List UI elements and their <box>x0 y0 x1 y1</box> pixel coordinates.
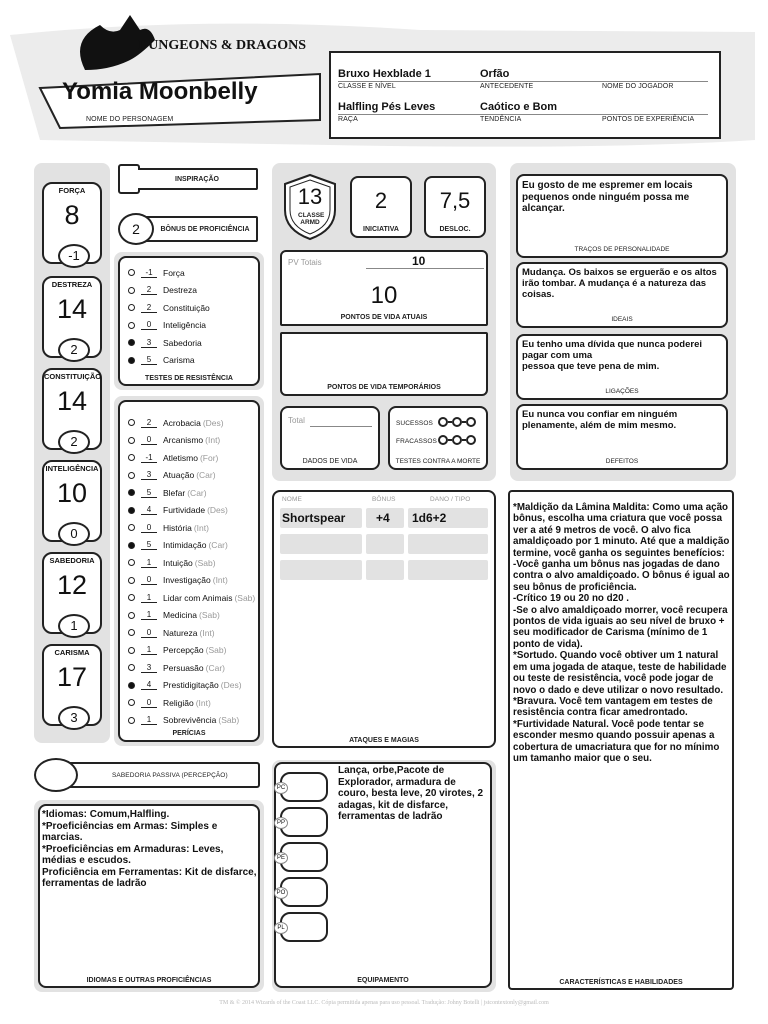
skill-name: Atletismo <box>163 452 198 463</box>
attack-row-name[interactable] <box>280 560 362 580</box>
ability-name: INTELIGÊNCIA <box>45 464 99 473</box>
proficiency-dot-icon[interactable] <box>128 489 135 496</box>
proficiency-dot-icon[interactable] <box>128 437 135 444</box>
feature-line: *Furtividade Natural. Você pode tentar se esconder mesmo quando possuir apenas a cobertura de umacriatura que for no mínimo um tamanho maior que o seu. <box>513 718 720 764</box>
inspiration-box[interactable] <box>118 164 140 194</box>
character-name-label: NOME DO PERSONAGEM <box>86 116 174 123</box>
save-value: 3 <box>141 338 157 348</box>
coin-label: PC <box>274 782 288 794</box>
feature-line: -Você ganha um bônus nas jogadas de dano contra o alvo amaldiçoado. O bônus é igual ao seu bônus de proficiência. <box>513 559 730 593</box>
attack-row-bonus[interactable] <box>366 560 404 580</box>
skill-attribute: (Car) <box>208 540 228 550</box>
save-name: Constituição <box>163 302 210 313</box>
skill-row[interactable] <box>128 467 216 484</box>
proficiency-line: *Idiomas: Comum,Halfling. <box>42 809 170 820</box>
proficiency-dot-icon[interactable] <box>128 287 135 294</box>
save-value: 2 <box>141 303 157 313</box>
speed-box[interactable] <box>424 176 486 238</box>
skill-name: Arcanismo <box>163 435 204 445</box>
coin-slot[interactable] <box>276 877 328 907</box>
skill-attribute: (Car) <box>196 470 216 480</box>
skill-row[interactable] <box>128 449 218 466</box>
proficiency-dot-icon[interactable] <box>128 322 135 329</box>
ability-name: CARISMA <box>54 648 90 657</box>
ability-modifier[interactable]: 2 <box>58 430 90 454</box>
background[interactable]: Orfão <box>480 68 510 80</box>
skill-name: Persuasão <box>163 662 204 673</box>
save-name: Carisma <box>163 355 195 365</box>
skill-name: Investigação <box>163 575 211 585</box>
skill-name: Sobrevivência <box>163 715 217 725</box>
skill-attribute: (Car) <box>187 487 207 498</box>
skill-value: 4 <box>141 680 157 690</box>
header-banner <box>0 0 768 150</box>
skill-attribute: (Int) <box>205 435 221 445</box>
skill-row[interactable] <box>128 502 228 519</box>
save-value: 0 <box>141 320 157 330</box>
attack-row-bonus[interactable] <box>366 534 404 554</box>
proficiency-line: *Proeficiências em Armaduras: Leves, médias e escudos. <box>42 843 224 866</box>
proficiency-dot-icon[interactable] <box>128 524 135 531</box>
traits-label: TRAÇOS DE PERSONALIDADE <box>574 246 670 253</box>
skill-value: 5 <box>141 488 157 498</box>
bonds-label: LIGAÇÕES <box>605 388 639 395</box>
skill-attribute: (For) <box>199 452 219 463</box>
background-label: ANTECEDENTE <box>480 83 534 90</box>
proficiency-line: *Proeficiências em Armas: Simples e marcias. <box>42 820 218 843</box>
class-level-label: CLASSE E NÍVEL <box>338 83 396 90</box>
skill-row[interactable] <box>128 589 255 606</box>
flaws-label: DEFEITOS <box>605 458 639 465</box>
save-value: -1 <box>141 268 157 278</box>
proficiency-dot-icon[interactable] <box>128 629 135 636</box>
skill-attribute: (Int) <box>212 575 228 585</box>
skill-value: 0 <box>141 575 157 585</box>
skill-name: Religião <box>163 697 194 708</box>
proficiency-dot-icon[interactable] <box>128 647 135 654</box>
skill-row[interactable] <box>128 554 216 571</box>
ability-score[interactable]: 17 <box>56 662 88 692</box>
skill-name: Furtividade <box>163 505 206 515</box>
skill-attribute: (Int) <box>195 697 211 708</box>
proficiency-bonus[interactable]: 2 <box>118 213 154 245</box>
ac-label: CLASSE ARMD <box>298 212 325 226</box>
save-row[interactable] <box>128 317 206 334</box>
proficiency-dot-icon[interactable] <box>128 304 135 311</box>
attack-row-name[interactable] <box>280 534 362 554</box>
hp-current-value: 10 <box>370 282 398 309</box>
equipment-text[interactable]: Lança, orbe,Pacote de Explorador, armadura de couro, besta leve, 20 virotes, 2 adagas, kit de disfarce, ferramentas de ladrão <box>338 765 484 822</box>
save-row[interactable] <box>128 352 195 369</box>
skill-row[interactable] <box>128 624 215 641</box>
ac-value: 13 <box>297 184 323 209</box>
ability-modifier[interactable]: 3 <box>58 706 90 730</box>
skill-row[interactable] <box>128 484 207 501</box>
footer-copyright: TM & © 2014 Wizards of the Coast LLC. Cópia permitida apenas para uso pessoal. Tradução: Johny Botelli | jstcontextonly@gmail.com <box>219 1000 549 1006</box>
skill-value: 3 <box>141 663 157 673</box>
feature-line: *Bravura. Você tem vantagem em testes de resistência contra ficar amedrontado. <box>513 695 713 719</box>
skill-name: História <box>163 522 192 533</box>
skill-row[interactable] <box>128 432 220 449</box>
feature-line: -Crítico 19 ou 20 no d20 . <box>513 593 629 605</box>
skill-value: 0 <box>141 523 157 533</box>
proficiency-dot-icon[interactable] <box>128 612 135 619</box>
ability-name: DESTREZA <box>51 280 93 289</box>
features-title: CARACTERÍSTICAS E HABILIDADES <box>559 979 683 986</box>
skill-attribute: (Des) <box>207 505 228 515</box>
skill-name: Percepção <box>163 645 204 655</box>
failures-label: FRACASSOS <box>396 438 437 445</box>
skill-attribute: (Sab) <box>234 592 256 603</box>
skill-value: 0 <box>141 628 157 638</box>
skill-name: Prestidigitação <box>163 680 219 690</box>
attack-row-damage[interactable] <box>408 560 488 580</box>
skill-value: 1 <box>141 715 157 725</box>
save-name: Sabedoria <box>163 337 202 348</box>
skill-value: -1 <box>141 453 157 463</box>
skill-value: 3 <box>141 470 157 480</box>
proficiency-dot-icon[interactable] <box>128 507 135 514</box>
skill-value: 1 <box>141 558 157 568</box>
features-box <box>508 490 734 990</box>
ability-4 <box>42 552 102 634</box>
feature-line: *Sortudo. Quando você obtiver um 1 natural em uma jogada de ataque, teste de habilidade ou teste de resistência, você pode jogar de novo o dado e deve utilizar o novo resultado. <box>513 650 727 696</box>
skill-name: Atuação <box>163 470 195 480</box>
skill-row[interactable] <box>128 537 228 554</box>
alignment[interactable]: Caótico e Bom <box>480 101 558 113</box>
inspiration-banner: INSPIRAÇÃO <box>138 168 258 190</box>
passive-wisdom-value[interactable] <box>34 758 78 792</box>
save-name: Destreza <box>163 285 198 295</box>
proficiency-dot-icon[interactable] <box>128 559 135 566</box>
bonds-box[interactable]: Eu tenho uma dívida que nunca poderei pagar com uma pessoa que teve pena de mim. LIGAÇÕES <box>516 334 728 400</box>
coin-label: PL <box>274 922 288 934</box>
proficiency-banner: BÔNUS DE PROFICIÊNCIA <box>138 216 258 242</box>
coin-slot[interactable] <box>277 912 328 942</box>
skills-title: PERÍCIAS <box>172 730 206 737</box>
attack-name: Shortspear <box>282 511 346 525</box>
skill-value: 1 <box>141 593 157 603</box>
skill-attribute: (Int) <box>199 627 215 638</box>
skill-attribute: (Sab) <box>194 557 216 568</box>
successes-label: SUCESSOS <box>396 420 433 427</box>
attacks-title: ATAQUES E MAGIAS <box>349 737 419 744</box>
skill-name: Natureza <box>163 627 198 638</box>
logo-text: DUNGEONS & DRAGONS <box>138 38 307 53</box>
skill-attribute: (Des) <box>202 417 224 428</box>
skill-name: Intimidação <box>163 540 207 550</box>
death-saves-box <box>388 406 488 470</box>
death-saves-label: TESTES CONTRA A MORTE <box>395 458 481 465</box>
proficiency-line: Proficiência em Ferramentas: Kit de disfarce, ferramentas de ladrão <box>42 866 257 889</box>
coin-label: PP <box>274 817 288 829</box>
hp-max-label: PV Totais <box>288 258 322 267</box>
feature-line: *Maldição da Lâmina Maldita: Como uma ação bônus, escolha uma criatura que você possa ver a até 9 metros de você. O alvo fica amaldiçoado por 1 minuto. Até que a maldição termine, você ganha os seguintes benefícios: <box>513 502 730 559</box>
skill-name: Medicina <box>163 610 198 620</box>
skill-value: 4 <box>141 505 157 515</box>
successes-checks[interactable] <box>438 417 476 427</box>
skill-row[interactable] <box>128 607 220 624</box>
hp-temp-label: PONTOS DE VIDA TEMPORÁRIOS <box>327 384 441 391</box>
save-row[interactable] <box>128 264 185 281</box>
proficiency-dot-icon[interactable] <box>128 717 135 724</box>
skill-attribute: (Int) <box>193 522 209 533</box>
feature-line: -Se o alvo amaldiçoado morrer, você recupera pontos de vida iguais ao seu nível de bruxo + seu modificador de Carisma (mínimo de 1 ponto de vida). <box>513 604 728 650</box>
skill-row[interactable] <box>128 659 225 676</box>
coin-slot[interactable] <box>276 842 328 872</box>
proficiency-dot-icon[interactable] <box>128 357 135 364</box>
proficiency-dot-icon[interactable] <box>128 664 135 671</box>
ability-0 <box>42 182 102 264</box>
ability-2 <box>42 368 102 450</box>
proficiency-dot-icon[interactable] <box>128 339 135 346</box>
hp-temp-box[interactable] <box>280 332 488 396</box>
save-value: 2 <box>141 285 157 295</box>
attack-bonus: +4 <box>376 511 390 525</box>
hp-current-box[interactable] <box>280 250 488 326</box>
save-row[interactable] <box>128 282 197 299</box>
ideals-label: IDEAIS <box>611 316 633 323</box>
xp-label: PONTOS DE EXPERIÊNCIA <box>602 116 695 123</box>
skill-row[interactable] <box>128 694 211 711</box>
race[interactable]: Halfling Pés Leves <box>338 101 436 113</box>
skill-value: 5 <box>141 540 157 550</box>
proficiencies-title: IDIOMAS E OUTRAS PROFICIÊNCIAS <box>86 977 212 984</box>
proficiency-dot-icon[interactable] <box>128 472 135 479</box>
proficiency-dot-icon[interactable] <box>128 682 135 689</box>
skill-attribute: (Sab) <box>199 610 220 620</box>
race-label: RAÇA <box>338 116 358 123</box>
save-name: Força <box>163 267 185 278</box>
alignment-label: TENDÊNCIA <box>480 116 522 123</box>
save-row[interactable] <box>128 334 202 351</box>
class-level[interactable]: Bruxo Hexblade 1 <box>338 68 431 80</box>
flaws-box[interactable]: Eu nunca vou confiar em ninguém plenamente, além de mim mesmo. DEFEITOS <box>516 404 728 470</box>
passive-wisdom-banner: SABEDORIA PASSIVA (PERCEPÇÃO) <box>60 762 260 788</box>
skill-name: Blefar <box>163 487 186 498</box>
skills-box <box>118 400 260 742</box>
initiative-label: INICIATIVA <box>363 226 399 233</box>
skill-attribute: (Car) <box>205 662 225 673</box>
coin-label: PO <box>274 887 288 899</box>
attack-row-damage[interactable] <box>408 534 488 554</box>
skill-attribute: (Sab) <box>205 645 227 655</box>
ability-modifier[interactable]: 0 <box>58 522 90 546</box>
proficiency-dot-icon[interactable] <box>128 577 135 584</box>
equipment-box <box>274 762 492 988</box>
skill-row[interactable] <box>128 572 228 589</box>
equipment-title: EQUIPAMENTO <box>357 977 409 984</box>
ideals-box[interactable]: Mudança. Os baixos se erguerão e os altos irão tombar. A mudança é a natureza das coisas. IDEAIS <box>516 262 728 328</box>
attacks-box: NOME BÔNUS DANO / TIPO Shortspear +4 1d6+2 ATAQUES E MAGIAS <box>272 490 496 748</box>
skill-name: Intuição <box>163 557 193 568</box>
traits-box[interactable]: Eu gosto de me espremer em locais pequenos onde ninguém possa me alcançar. TRAÇOS DE PERSONALIDADE <box>516 174 728 258</box>
skill-attribute: (Des) <box>220 680 242 690</box>
skill-row[interactable] <box>128 712 239 729</box>
hit-dice-box[interactable] <box>280 406 380 470</box>
ability-3 <box>42 460 102 542</box>
ability-name: SABEDORIA <box>49 556 95 565</box>
proficiency-dot-icon[interactable] <box>128 542 135 549</box>
ability-5 <box>42 644 102 726</box>
proficiency-dot-icon[interactable] <box>128 419 135 426</box>
ability-modifier[interactable]: 1 <box>58 614 90 638</box>
ability-modifier[interactable]: 2 <box>58 338 90 362</box>
save-name: Inteligência <box>163 320 207 330</box>
coin-slot[interactable] <box>276 807 328 837</box>
proficiency-dot-icon[interactable] <box>128 594 135 601</box>
skill-name: Acrobacia <box>163 417 201 428</box>
speed-label: DESLOC. <box>439 226 471 233</box>
skill-value: 1 <box>141 610 157 620</box>
hp-max-value[interactable]: 10 <box>412 254 426 268</box>
skill-value: 0 <box>141 435 157 445</box>
failures-checks[interactable] <box>438 435 476 445</box>
proficiency-dot-icon[interactable] <box>128 454 135 461</box>
ability-score[interactable]: 14 <box>56 294 88 324</box>
ability-score[interactable]: 10 <box>56 478 88 508</box>
saves-box <box>118 256 260 386</box>
initiative-box[interactable] <box>350 176 412 238</box>
character-name[interactable]: Yomia Moonbelly <box>62 78 258 105</box>
saves-title: TESTES DE RESISTÊNCIA <box>145 375 233 382</box>
ability-score[interactable]: 14 <box>56 386 88 416</box>
speed-value: 7,5 <box>439 188 471 213</box>
ability-name: FORÇA <box>58 186 86 195</box>
skill-row[interactable] <box>128 677 242 694</box>
ability-name: CONSTITUIÇÃO <box>44 372 102 381</box>
ability-1 <box>42 276 102 358</box>
save-row[interactable] <box>128 299 210 316</box>
proficiency-dot-icon[interactable] <box>128 269 135 276</box>
hp-current-label: PONTOS DE VIDA ATUAIS <box>340 314 428 321</box>
skill-value: 2 <box>141 418 157 428</box>
ability-modifier[interactable]: -1 <box>58 244 90 268</box>
proficiencies-box <box>38 804 260 988</box>
ability-score[interactable]: 12 <box>56 570 88 600</box>
hit-dice-total-label: Total <box>288 416 305 425</box>
coin-slot[interactable] <box>276 772 328 802</box>
hit-dice-label: DADOS DE VIDA <box>302 458 358 465</box>
save-value: 5 <box>141 355 157 365</box>
attack-damage: 1d6+2 <box>412 511 447 525</box>
skill-name: Lidar com Animais <box>163 592 233 603</box>
skill-attribute: (Sab) <box>218 715 240 725</box>
skill-row[interactable] <box>128 519 209 536</box>
initiative-value: 2 <box>374 188 388 213</box>
skill-value: 1 <box>141 645 157 655</box>
skill-value: 0 <box>141 698 157 708</box>
armor-class[interactable] <box>280 172 340 242</box>
player-name-label: NOME DO JOGADOR <box>602 83 674 90</box>
proficiency-dot-icon[interactable] <box>128 699 135 706</box>
ability-score[interactable]: 8 <box>64 200 80 230</box>
skill-row[interactable] <box>128 414 224 431</box>
skill-row[interactable] <box>128 642 226 659</box>
coin-label: PE <box>274 852 288 864</box>
